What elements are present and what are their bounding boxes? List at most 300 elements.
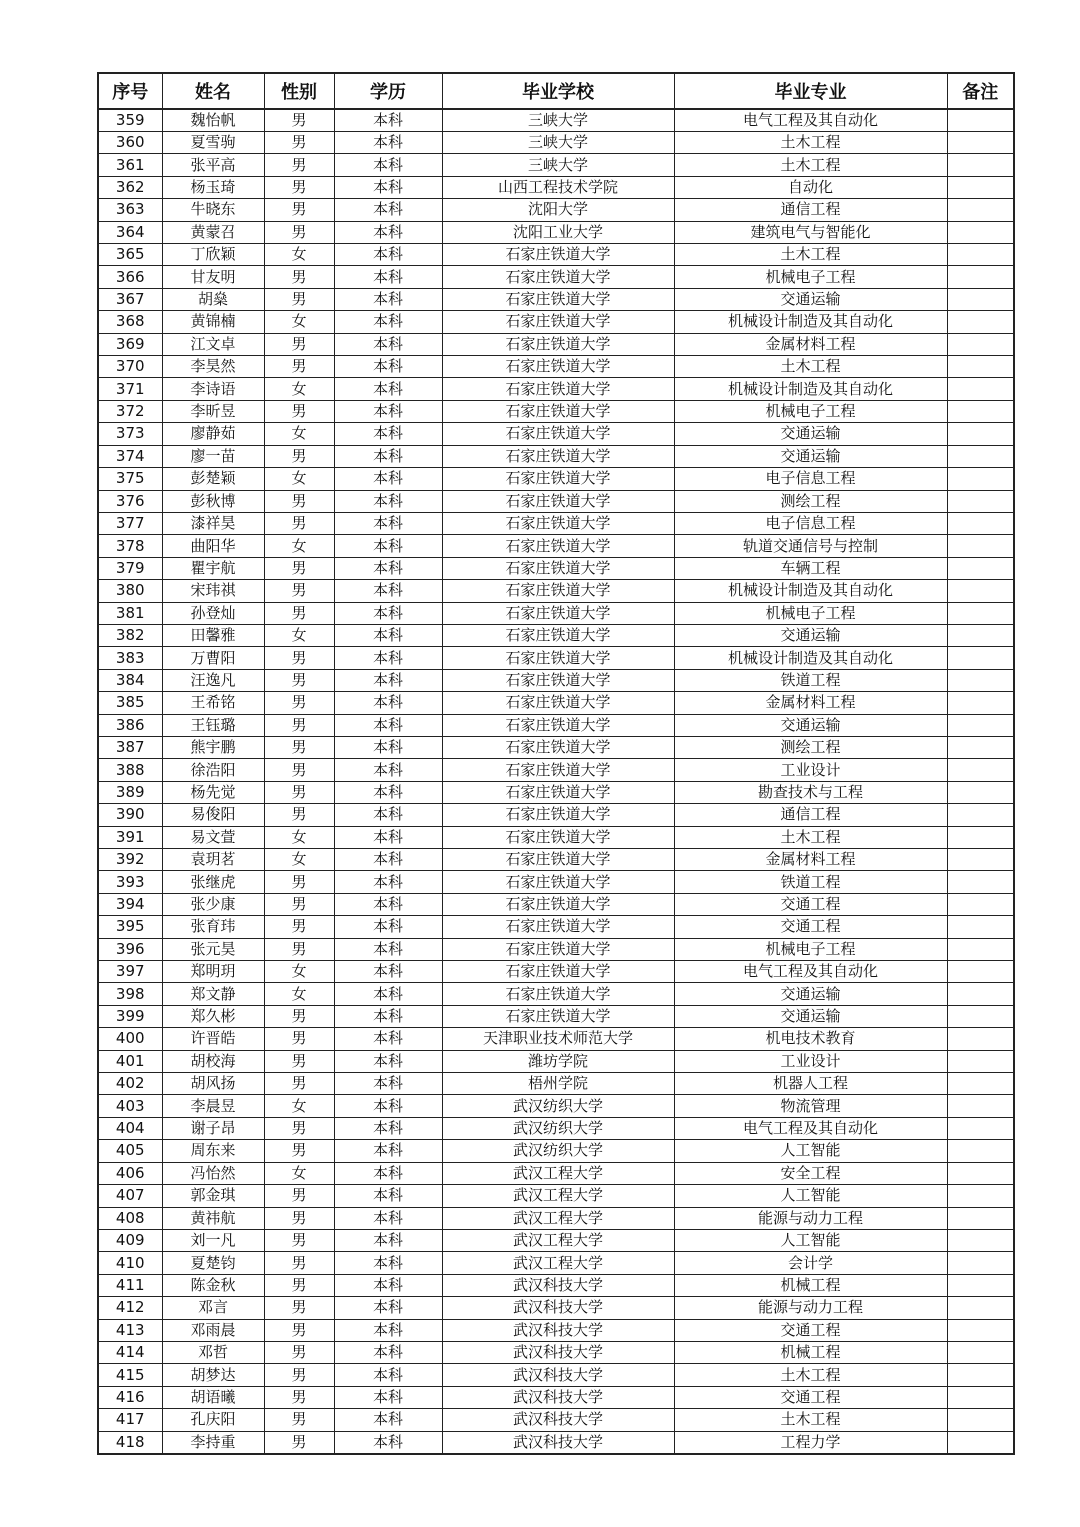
cell-seq: 389 [98,781,162,803]
cell-major: 机电技术教育 [674,1028,947,1050]
cell-seq: 401 [98,1050,162,1072]
cell-gender: 男 [264,132,334,154]
cell-name: 熊宇鹏 [162,736,264,758]
cell-education: 本科 [334,1297,442,1319]
cell-name: 廖一苗 [162,445,264,467]
cell-education: 本科 [334,154,442,176]
cell-major: 土木工程 [674,356,947,378]
table-row [98,736,1014,758]
cell-note [947,692,1014,714]
cell-education: 本科 [334,1274,442,1296]
cell-seq: 375 [98,468,162,490]
cell-name: 杨玉琦 [162,176,264,198]
cell-education: 本科 [334,445,442,467]
table-row [98,1364,1014,1386]
cell-name: 宋玮祺 [162,580,264,602]
cell-name: 冯怡然 [162,1162,264,1184]
cell-gender: 男 [264,221,334,243]
table-row [98,1229,1014,1251]
cell-major: 交通运输 [674,983,947,1005]
cell-school: 沈阳工业大学 [442,221,674,243]
cell-school: 石家庄铁道大学 [442,1005,674,1027]
cell-education: 本科 [334,961,442,983]
table-row [98,1140,1014,1162]
table-row [98,1073,1014,1095]
table-row [98,333,1014,355]
cell-name: 邓哲 [162,1341,264,1363]
table-row [98,1252,1014,1274]
cell-note [947,356,1014,378]
cell-note [947,557,1014,579]
cell-school: 武汉工程大学 [442,1162,674,1184]
cell-major: 物流管理 [674,1095,947,1117]
cell-major: 电气工程及其自动化 [674,1117,947,1139]
cell-major: 建筑电气与智能化 [674,221,947,243]
cell-school: 石家庄铁道大学 [442,580,674,602]
cell-seq: 413 [98,1319,162,1341]
cell-major: 通信工程 [674,199,947,221]
cell-education: 本科 [334,1162,442,1184]
cell-education: 本科 [334,356,442,378]
cell-school: 石家庄铁道大学 [442,356,674,378]
cell-seq: 377 [98,512,162,534]
cell-gender: 女 [264,311,334,333]
cell-name: 徐浩阳 [162,759,264,781]
cell-education: 本科 [334,1229,442,1251]
table-row [98,423,1014,445]
cell-major: 交通运输 [674,423,947,445]
cell-gender: 男 [264,1005,334,1027]
cell-school: 石家庄铁道大学 [442,804,674,826]
cell-gender: 女 [264,423,334,445]
cell-major: 安全工程 [674,1162,947,1184]
cell-name: 王希铭 [162,692,264,714]
cell-gender: 女 [264,468,334,490]
cell-gender: 男 [264,938,334,960]
cell-major: 交通工程 [674,916,947,938]
cell-school: 三峡大学 [442,132,674,154]
cell-gender: 男 [264,669,334,691]
cell-major: 人工智能 [674,1185,947,1207]
table-row [98,961,1014,983]
cell-gender: 男 [264,1028,334,1050]
table-row [98,400,1014,422]
cell-education: 本科 [334,176,442,198]
cell-gender: 男 [264,199,334,221]
cell-gender: 男 [264,1431,334,1454]
cell-name: 李诗语 [162,378,264,400]
cell-gender: 女 [264,378,334,400]
cell-seq: 382 [98,624,162,646]
cell-note [947,849,1014,871]
cell-school: 武汉科技大学 [442,1341,674,1363]
cell-school: 武汉工程大学 [442,1207,674,1229]
cell-note [947,1319,1014,1341]
table-row [98,669,1014,691]
cell-note [947,1117,1014,1139]
cell-name: 周东来 [162,1140,264,1162]
cell-note [947,602,1014,624]
cell-note [947,1364,1014,1386]
cell-gender: 男 [264,1185,334,1207]
cell-note [947,1185,1014,1207]
table-row [98,893,1014,915]
cell-gender: 男 [264,1364,334,1386]
cell-education: 本科 [334,378,442,400]
cell-note [947,714,1014,736]
cell-seq: 410 [98,1252,162,1274]
cell-education: 本科 [334,311,442,333]
cell-education: 本科 [334,759,442,781]
header-row [98,73,1014,109]
cell-seq: 361 [98,154,162,176]
cell-name: 彭秋博 [162,490,264,512]
cell-seq: 417 [98,1409,162,1431]
cell-seq: 406 [98,1162,162,1184]
cell-major: 工程力学 [674,1431,947,1454]
cell-school: 石家庄铁道大学 [442,736,674,758]
cell-school: 石家庄铁道大学 [442,445,674,467]
cell-gender: 男 [264,714,334,736]
cell-major: 电气工程及其自动化 [674,109,947,132]
cell-school: 石家庄铁道大学 [442,400,674,422]
cell-major: 机械电子工程 [674,938,947,960]
table-row [98,1005,1014,1027]
cell-note [947,1005,1014,1027]
cell-seq: 360 [98,132,162,154]
cell-education: 本科 [334,871,442,893]
cell-major: 轨道交通信号与控制 [674,535,947,557]
cell-seq: 398 [98,983,162,1005]
table-row [98,356,1014,378]
cell-seq: 388 [98,759,162,781]
table-row [98,199,1014,221]
table-row [98,624,1014,646]
cell-name: 张育玮 [162,916,264,938]
table-row [98,535,1014,557]
cell-school: 石家庄铁道大学 [442,714,674,736]
cell-major: 土木工程 [674,244,947,266]
cell-school: 武汉纺织大学 [442,1140,674,1162]
cell-gender: 男 [264,490,334,512]
table-row [98,580,1014,602]
cell-education: 本科 [334,624,442,646]
cell-education: 本科 [334,1431,442,1454]
cell-school: 三峡大学 [442,154,674,176]
cell-note [947,759,1014,781]
cell-school: 天津职业技术师范大学 [442,1028,674,1050]
cell-school: 石家庄铁道大学 [442,535,674,557]
cell-school: 石家庄铁道大学 [442,849,674,871]
cell-school: 石家庄铁道大学 [442,602,674,624]
cell-major: 工业设计 [674,759,947,781]
cell-note [947,781,1014,803]
cell-education: 本科 [334,714,442,736]
cell-note [947,893,1014,915]
cell-education: 本科 [334,199,442,221]
cell-note [947,1073,1014,1095]
cell-note [947,400,1014,422]
cell-school: 三峡大学 [442,109,674,132]
cell-education: 本科 [334,1252,442,1274]
cell-major: 通信工程 [674,804,947,826]
cell-name: 李昕昱 [162,400,264,422]
cell-name: 郑久彬 [162,1005,264,1027]
cell-education: 本科 [334,669,442,691]
cell-education: 本科 [334,512,442,534]
cell-school: 石家庄铁道大学 [442,423,674,445]
cell-name: 廖静茹 [162,423,264,445]
cell-gender: 男 [264,871,334,893]
cell-seq: 378 [98,535,162,557]
cell-note [947,1274,1014,1296]
cell-major: 电气工程及其自动化 [674,961,947,983]
cell-name: 田馨雅 [162,624,264,646]
cell-gender: 男 [264,1319,334,1341]
cell-seq: 411 [98,1274,162,1296]
cell-name: 甘友明 [162,266,264,288]
cell-education: 本科 [334,1341,442,1363]
cell-seq: 368 [98,311,162,333]
cell-school: 石家庄铁道大学 [442,938,674,960]
cell-note [947,1431,1014,1454]
cell-seq: 399 [98,1005,162,1027]
cell-gender: 男 [264,288,334,310]
cell-gender: 男 [264,804,334,826]
cell-note [947,983,1014,1005]
cell-name: 黄蒙召 [162,221,264,243]
cell-gender: 男 [264,512,334,534]
table-row [98,512,1014,534]
cell-name: 瞿宇航 [162,557,264,579]
cell-note [947,221,1014,243]
cell-name: 漆祥昊 [162,512,264,534]
cell-major: 勘查技术与工程 [674,781,947,803]
table-row [98,983,1014,1005]
table-row [98,1162,1014,1184]
cell-school: 石家庄铁道大学 [442,692,674,714]
cell-name: 王钰璐 [162,714,264,736]
cell-education: 本科 [334,1386,442,1408]
cell-education: 本科 [334,602,442,624]
cell-gender: 男 [264,602,334,624]
cell-note [947,961,1014,983]
cell-seq: 392 [98,849,162,871]
cell-name: 夏雪驹 [162,132,264,154]
cell-school: 石家庄铁道大学 [442,266,674,288]
cell-major: 机械设计制造及其自动化 [674,647,947,669]
cell-seq: 402 [98,1073,162,1095]
cell-gender: 男 [264,1140,334,1162]
cell-seq: 374 [98,445,162,467]
cell-major: 机械设计制造及其自动化 [674,378,947,400]
cell-note [947,1229,1014,1251]
cell-education: 本科 [334,826,442,848]
cell-major: 能源与动力工程 [674,1207,947,1229]
table-row [98,916,1014,938]
cell-education: 本科 [334,423,442,445]
cell-school: 武汉纺织大学 [442,1095,674,1117]
cell-major: 金属材料工程 [674,692,947,714]
cell-school: 武汉科技大学 [442,1364,674,1386]
cell-seq: 380 [98,580,162,602]
cell-school: 武汉科技大学 [442,1409,674,1431]
cell-school: 沈阳大学 [442,199,674,221]
table-row [98,1028,1014,1050]
cell-seq: 386 [98,714,162,736]
cell-name: 胡风扬 [162,1073,264,1095]
cell-note [947,154,1014,176]
table-row [98,759,1014,781]
cell-gender: 男 [264,109,334,132]
cell-major: 自动化 [674,176,947,198]
cell-name: 郑明玥 [162,961,264,983]
table-row [98,1050,1014,1072]
header-seq: 序号 [98,73,162,109]
cell-name: 许晋皓 [162,1028,264,1050]
cell-note [947,468,1014,490]
table-row [98,445,1014,467]
table-body [98,109,1014,1454]
table-header [98,73,1014,109]
cell-seq: 409 [98,1229,162,1251]
cell-seq: 383 [98,647,162,669]
cell-school: 石家庄铁道大学 [442,916,674,938]
cell-gender: 男 [264,1409,334,1431]
cell-major: 铁道工程 [674,669,947,691]
cell-school: 石家庄铁道大学 [442,490,674,512]
cell-seq: 390 [98,804,162,826]
cell-major: 电子信息工程 [674,468,947,490]
header-note: 备注 [947,73,1014,109]
cell-note [947,1207,1014,1229]
cell-education: 本科 [334,938,442,960]
cell-note [947,1095,1014,1117]
cell-name: 张少康 [162,893,264,915]
cell-name: 郭金琪 [162,1185,264,1207]
cell-note [947,1297,1014,1319]
header-education: 学历 [334,73,442,109]
table-row [98,1095,1014,1117]
cell-education: 本科 [334,647,442,669]
cell-seq: 418 [98,1431,162,1454]
cell-note [947,423,1014,445]
table-row [98,244,1014,266]
cell-gender: 女 [264,624,334,646]
cell-note [947,938,1014,960]
cell-note [947,490,1014,512]
cell-note [947,132,1014,154]
cell-name: 邓言 [162,1297,264,1319]
cell-name: 张平高 [162,154,264,176]
cell-education: 本科 [334,1050,442,1072]
cell-note [947,871,1014,893]
cell-major: 交通工程 [674,1386,947,1408]
cell-education: 本科 [334,266,442,288]
cell-school: 石家庄铁道大学 [442,468,674,490]
cell-name: 胡梦达 [162,1364,264,1386]
cell-major: 交通运输 [674,288,947,310]
cell-name: 胡燊 [162,288,264,310]
cell-note [947,1028,1014,1050]
cell-seq: 387 [98,736,162,758]
cell-seq: 412 [98,1297,162,1319]
cell-note [947,199,1014,221]
cell-gender: 男 [264,893,334,915]
cell-major: 土木工程 [674,132,947,154]
cell-major: 交通运输 [674,445,947,467]
table-row [98,692,1014,714]
cell-seq: 372 [98,400,162,422]
cell-seq: 359 [98,109,162,132]
cell-gender: 男 [264,692,334,714]
cell-education: 本科 [334,400,442,422]
table-row [98,1117,1014,1139]
cell-gender: 女 [264,961,334,983]
cell-school: 武汉工程大学 [442,1229,674,1251]
cell-name: 袁玥茗 [162,849,264,871]
cell-school: 武汉科技大学 [442,1274,674,1296]
cell-education: 本科 [334,893,442,915]
cell-name: 李晨昱 [162,1095,264,1117]
cell-major: 人工智能 [674,1229,947,1251]
cell-major: 交通工程 [674,893,947,915]
cell-name: 胡语曦 [162,1386,264,1408]
cell-gender: 男 [264,400,334,422]
cell-seq: 400 [98,1028,162,1050]
cell-gender: 男 [264,1386,334,1408]
table-row [98,1274,1014,1296]
cell-education: 本科 [334,1073,442,1095]
table-row [98,1386,1014,1408]
cell-seq: 362 [98,176,162,198]
table-row [98,1297,1014,1319]
cell-note [947,624,1014,646]
graduate-roster-table [97,72,1015,1455]
table-row [98,714,1014,736]
cell-school: 武汉科技大学 [442,1297,674,1319]
cell-gender: 女 [264,1162,334,1184]
cell-education: 本科 [334,736,442,758]
cell-gender: 男 [264,445,334,467]
header-major: 毕业专业 [674,73,947,109]
header-name: 姓名 [162,73,264,109]
cell-seq: 404 [98,1117,162,1139]
cell-school: 武汉科技大学 [442,1431,674,1454]
cell-major: 机械电子工程 [674,266,947,288]
table-row [98,176,1014,198]
cell-education: 本科 [334,221,442,243]
cell-seq: 373 [98,423,162,445]
table-row [98,781,1014,803]
cell-education: 本科 [334,849,442,871]
table-row [98,288,1014,310]
cell-education: 本科 [334,580,442,602]
cell-gender: 男 [264,154,334,176]
table-row [98,490,1014,512]
cell-name: 郑文静 [162,983,264,1005]
cell-note [947,378,1014,400]
cell-name: 邓雨晨 [162,1319,264,1341]
cell-seq: 395 [98,916,162,938]
cell-major: 会计学 [674,1252,947,1274]
table-row [98,826,1014,848]
table-row [98,849,1014,871]
cell-gender: 男 [264,333,334,355]
cell-education: 本科 [334,804,442,826]
cell-major: 机械设计制造及其自动化 [674,311,947,333]
table-row [98,1185,1014,1207]
